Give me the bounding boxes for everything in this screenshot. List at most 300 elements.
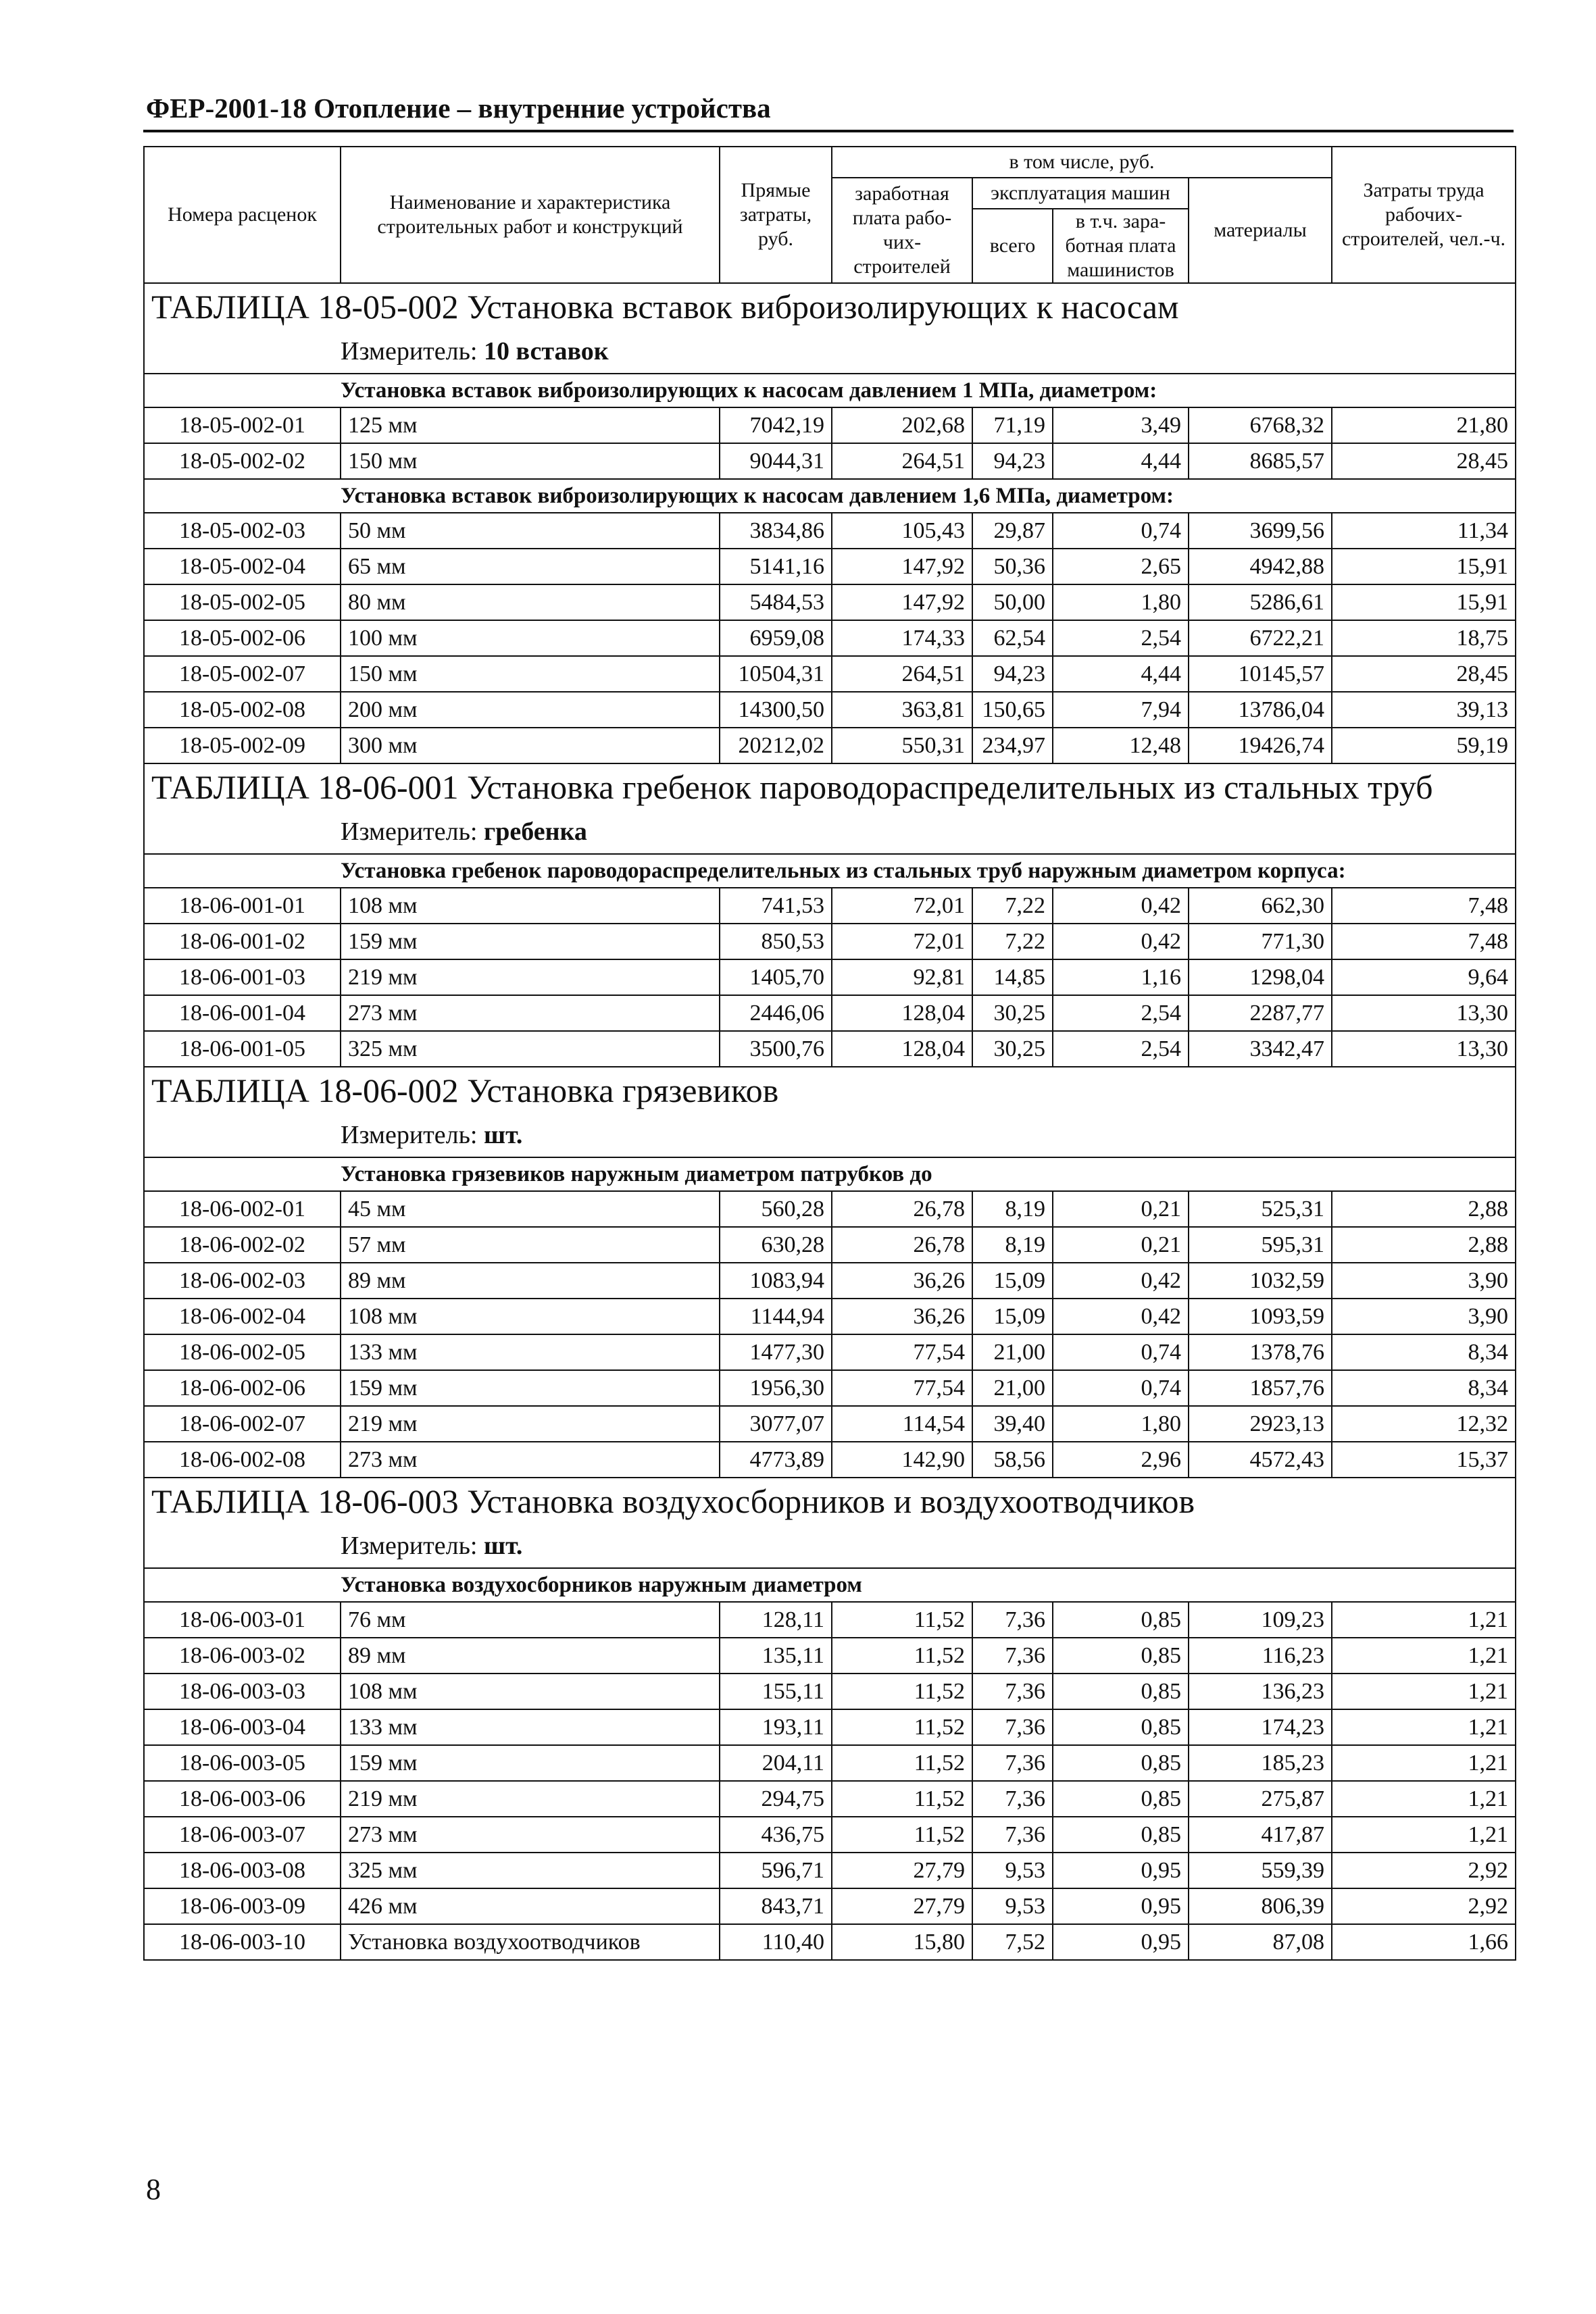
meter [144,1524,1516,1568]
cell-mach-wages: 1,16 [1053,959,1189,995]
meter-value: 10 вставок [484,337,609,366]
table-row [144,1031,1516,1067]
cell-name: 426 мм [341,1888,720,1924]
cell-direct: 20212,02 [720,728,832,763]
table-row [144,656,1516,692]
cell-code: 18-06-003-04 [144,1709,341,1745]
cell-code: 18-06-001-04 [144,995,341,1031]
cell-materials: 185,23 [1189,1745,1332,1781]
cell-wages: 92,81 [832,959,972,995]
cell-mach-total: 29,87 [972,513,1053,549]
cell-code: 18-06-002-03 [144,1263,341,1299]
cell-direct: 1477,30 [720,1334,832,1370]
cell-mach-wages: 0,85 [1053,1602,1189,1638]
table-row [144,513,1516,549]
cell-name: 219 мм [341,1781,720,1817]
cell-code: 18-06-003-08 [144,1853,341,1888]
cell-wages: 11,52 [832,1674,972,1709]
meter-row [144,330,1516,374]
cell-mach-total: 94,23 [972,656,1053,692]
cell-mach-wages: 0,42 [1053,1263,1189,1299]
cell-direct: 128,11 [720,1602,832,1638]
cell-code: 18-06-001-02 [144,924,341,959]
cell-code: 18-06-003-06 [144,1781,341,1817]
table-row [144,1442,1516,1478]
cell-direct: 596,71 [720,1853,832,1888]
cell-code: 18-06-002-06 [144,1370,341,1406]
cell-mach-total: 7,22 [972,924,1053,959]
cell-direct: 5484,53 [720,584,832,620]
cell-direct: 630,28 [720,1227,832,1263]
cell-mach-total: 8,19 [972,1191,1053,1227]
cell-direct: 7042,19 [720,407,832,443]
col-machines-total-header: всего [972,209,1053,283]
cell-mach-wages: 2,54 [1053,1031,1189,1067]
group-heading: Установка вставок виброизолирующих к насосам давлением 1,6 МПа, диаметром: [144,479,1516,513]
cell-name: 125 мм [341,407,720,443]
table-row [144,1191,1516,1227]
table-row [144,549,1516,584]
cell-name: 150 мм [341,443,720,479]
cell-wages: 11,52 [832,1781,972,1817]
cell-mach-wages: 7,94 [1053,692,1189,728]
col-code-header: Номера расценок [144,147,341,283]
cell-wages: 15,80 [832,1924,972,1960]
table-row [144,1602,1516,1638]
table-row [144,1370,1516,1406]
cell-direct: 1956,30 [720,1370,832,1406]
cell-name: 273 мм [341,1442,720,1478]
cell-materials: 13786,04 [1189,692,1332,728]
cell-name: 159 мм [341,924,720,959]
meter-value: шт. [484,1121,523,1149]
table-row [144,1888,1516,1924]
cell-code: 18-06-003-03 [144,1674,341,1709]
price-table [143,146,1516,1961]
cell-labor: 59,19 [1332,728,1516,763]
cell-mach-total: 7,36 [972,1781,1053,1817]
cell-wages: 77,54 [832,1334,972,1370]
cell-labor: 12,32 [1332,1406,1516,1442]
table-row [144,1406,1516,1442]
cell-wages: 147,92 [832,549,972,584]
group-heading-row [144,1157,1516,1191]
cell-mach-wages: 0,85 [1053,1781,1189,1817]
cell-mach-total: 7,36 [972,1709,1053,1745]
table-row [144,888,1516,924]
table-title: ТАБЛИЦА 18-05-002 Установка вставок виброизолирующих к насосам [144,283,1516,330]
cell-labor: 13,30 [1332,1031,1516,1067]
cell-labor: 1,21 [1332,1638,1516,1674]
cell-mach-total: 234,97 [972,728,1053,763]
cell-name: 108 мм [341,1299,720,1334]
col-direct-header: Прямые затраты, руб. [720,147,832,283]
cell-mach-total: 71,19 [972,407,1053,443]
cell-wages: 105,43 [832,513,972,549]
table-row [144,1638,1516,1674]
cell-code: 18-06-003-10 [144,1924,341,1960]
cell-mach-wages: 0,85 [1053,1709,1189,1745]
cell-direct: 1083,94 [720,1263,832,1299]
cell-code: 18-06-003-02 [144,1638,341,1674]
cell-labor: 3,90 [1332,1263,1516,1299]
cell-mach-total: 50,36 [972,549,1053,584]
cell-direct: 155,11 [720,1674,832,1709]
cell-wages: 11,52 [832,1638,972,1674]
group-heading: Установка вставок виброизолирующих к насосам давлением 1 МПа, диаметром: [144,374,1516,407]
cell-labor: 1,21 [1332,1602,1516,1638]
cell-mach-wages: 0,85 [1053,1638,1189,1674]
cell-labor: 1,21 [1332,1709,1516,1745]
cell-mach-wages: 0,74 [1053,1334,1189,1370]
cell-code: 18-06-003-01 [144,1602,341,1638]
cell-wages: 36,26 [832,1299,972,1334]
cell-code: 18-06-002-04 [144,1299,341,1334]
table-row [144,443,1516,479]
cell-mach-total: 21,00 [972,1370,1053,1406]
cell-mach-total: 58,56 [972,1442,1053,1478]
cell-direct: 3077,07 [720,1406,832,1442]
cell-mach-total: 7,22 [972,888,1053,924]
cell-wages: 264,51 [832,656,972,692]
cell-code: 18-06-001-01 [144,888,341,924]
cell-labor: 2,92 [1332,1888,1516,1924]
cell-direct: 193,11 [720,1709,832,1745]
meter-label: Измеритель: [341,818,478,846]
cell-materials: 525,31 [1189,1191,1332,1227]
cell-code: 18-05-002-04 [144,549,341,584]
cell-code: 18-06-002-05 [144,1334,341,1370]
cell-name: 100 мм [341,620,720,656]
cell-wages: 202,68 [832,407,972,443]
cell-labor: 1,66 [1332,1924,1516,1960]
cell-materials: 275,87 [1189,1781,1332,1817]
cell-mach-wages: 0,95 [1053,1853,1189,1888]
cell-mach-wages: 0,85 [1053,1817,1189,1853]
cell-name: 159 мм [341,1370,720,1406]
cell-name: 325 мм [341,1031,720,1067]
cell-mach-wages: 2,96 [1053,1442,1189,1478]
cell-name: 150 мм [341,656,720,692]
cell-code: 18-05-002-07 [144,656,341,692]
cell-materials: 2923,13 [1189,1406,1332,1442]
cell-name: 300 мм [341,728,720,763]
table-body [144,283,1516,1960]
cell-mach-total: 8,19 [972,1227,1053,1263]
cell-materials: 6722,21 [1189,620,1332,656]
group-heading: Установка грязевиков наружным диаметром патрубков до [144,1157,1516,1191]
table-title-row [144,1067,1516,1113]
cell-name: 76 мм [341,1602,720,1638]
table-row [144,924,1516,959]
cell-mach-total: 30,25 [972,1031,1053,1067]
cell-mach-wages: 3,49 [1053,407,1189,443]
cell-name: 108 мм [341,888,720,924]
cell-direct: 1405,70 [720,959,832,995]
cell-mach-wages: 0,85 [1053,1674,1189,1709]
cell-code: 18-06-001-05 [144,1031,341,1067]
cell-wages: 264,51 [832,443,972,479]
cell-direct: 436,75 [720,1817,832,1853]
cell-labor: 39,13 [1332,692,1516,728]
cell-materials: 1857,76 [1189,1370,1332,1406]
cell-labor: 1,21 [1332,1817,1516,1853]
cell-wages: 128,04 [832,995,972,1031]
cell-code: 18-05-002-03 [144,513,341,549]
cell-mach-wages: 2,65 [1053,549,1189,584]
cell-materials: 6768,32 [1189,407,1332,443]
cell-labor: 11,34 [1332,513,1516,549]
table-row [144,728,1516,763]
meter-row [144,1113,1516,1157]
group-heading-row [144,1568,1516,1602]
cell-labor: 2,88 [1332,1191,1516,1227]
cell-wages: 26,78 [832,1227,972,1263]
cell-name: 57 мм [341,1227,720,1263]
cell-mach-wages: 0,42 [1053,888,1189,924]
table-row [144,620,1516,656]
cell-materials: 8685,57 [1189,443,1332,479]
cell-name: 219 мм [341,1406,720,1442]
cell-direct: 5141,16 [720,549,832,584]
cell-mach-wages: 1,80 [1053,1406,1189,1442]
cell-labor: 28,45 [1332,656,1516,692]
cell-labor: 1,21 [1332,1781,1516,1817]
cell-mach-wages: 4,44 [1053,656,1189,692]
cell-code: 18-05-002-09 [144,728,341,763]
cell-wages: 27,79 [832,1888,972,1924]
cell-name: Установка воздухоотводчиков [341,1924,720,1960]
cell-direct: 204,11 [720,1745,832,1781]
cell-materials: 595,31 [1189,1227,1332,1263]
table-row [144,1263,1516,1299]
cell-wages: 11,52 [832,1602,972,1638]
cell-direct: 1144,94 [720,1299,832,1334]
cell-code: 18-05-002-02 [144,443,341,479]
table-row [144,1299,1516,1334]
cell-mach-total: 7,36 [972,1745,1053,1781]
cell-materials: 662,30 [1189,888,1332,924]
cell-code: 18-05-002-08 [144,692,341,728]
cell-materials: 1032,59 [1189,1263,1332,1299]
cell-wages: 11,52 [832,1709,972,1745]
meter [144,810,1516,854]
cell-mach-wages: 0,21 [1053,1227,1189,1263]
cell-direct: 850,53 [720,924,832,959]
cell-code: 18-06-003-05 [144,1745,341,1781]
cell-mach-total: 7,36 [972,1602,1053,1638]
cell-name: 133 мм [341,1709,720,1745]
cell-mach-total: 94,23 [972,443,1053,479]
cell-mach-wages: 0,21 [1053,1191,1189,1227]
cell-wages: 36,26 [832,1263,972,1299]
cell-materials: 109,23 [1189,1602,1332,1638]
cell-materials: 116,23 [1189,1638,1332,1674]
cell-wages: 27,79 [832,1853,972,1888]
table-row [144,692,1516,728]
cell-labor: 1,21 [1332,1674,1516,1709]
cell-mach-total: 15,09 [972,1263,1053,1299]
cell-code: 18-05-002-05 [144,584,341,620]
cell-mach-wages: 0,95 [1053,1888,1189,1924]
cell-materials: 3342,47 [1189,1031,1332,1067]
cell-code: 18-06-003-07 [144,1817,341,1853]
cell-materials: 771,30 [1189,924,1332,959]
cell-name: 325 мм [341,1853,720,1888]
cell-materials: 87,08 [1189,1924,1332,1960]
cell-code: 18-06-001-03 [144,959,341,995]
group-heading: Установка воздухосборников наружным диаметром [144,1568,1516,1602]
cell-direct: 10504,31 [720,656,832,692]
table-title: ТАБЛИЦА 18-06-002 Установка грязевиков [144,1067,1516,1113]
meter [144,330,1516,374]
cell-labor: 21,80 [1332,407,1516,443]
cell-mach-total: 7,52 [972,1924,1053,1960]
cell-direct: 3500,76 [720,1031,832,1067]
cell-name: 159 мм [341,1745,720,1781]
cell-materials: 3699,56 [1189,513,1332,549]
col-labor-header: Затраты труда рабочих-строителей, чел.-ч. [1332,147,1516,283]
cell-materials: 174,23 [1189,1709,1332,1745]
cell-code: 18-06-003-09 [144,1888,341,1924]
table-row [144,1817,1516,1853]
cell-name: 200 мм [341,692,720,728]
cell-code: 18-05-002-01 [144,407,341,443]
cell-mach-total: 30,25 [972,995,1053,1031]
cell-materials: 417,87 [1189,1817,1332,1853]
cell-mach-wages: 0,42 [1053,1299,1189,1334]
cell-mach-total: 7,36 [972,1674,1053,1709]
col-machines-wages-header: в т.ч. зара-ботная плата машинистов [1053,209,1189,283]
cell-labor: 2,88 [1332,1227,1516,1263]
cell-direct: 560,28 [720,1191,832,1227]
meter-row [144,810,1516,854]
cell-wages: 550,31 [832,728,972,763]
meter-value: гребенка [484,818,587,846]
cell-name: 89 мм [341,1638,720,1674]
cell-wages: 174,33 [832,620,972,656]
cell-labor: 7,48 [1332,888,1516,924]
cell-mach-wages: 2,54 [1053,995,1189,1031]
cell-labor: 9,64 [1332,959,1516,995]
col-materials-header: материалы [1189,178,1332,283]
cell-name: 273 мм [341,995,720,1031]
cell-direct: 14300,50 [720,692,832,728]
cell-name: 219 мм [341,959,720,995]
cell-mach-total: 7,36 [972,1817,1053,1853]
cell-wages: 72,01 [832,888,972,924]
table-header [144,147,1516,283]
header-rule [143,130,1514,132]
meter-row [144,1524,1516,1568]
group-heading-row [144,854,1516,888]
table-row [144,407,1516,443]
cell-mach-total: 150,65 [972,692,1053,728]
cell-direct: 741,53 [720,888,832,924]
cell-name: 108 мм [341,1674,720,1709]
cell-mach-wages: 2,54 [1053,620,1189,656]
cell-wages: 114,54 [832,1406,972,1442]
cell-name: 45 мм [341,1191,720,1227]
cell-labor: 15,37 [1332,1442,1516,1478]
running-title: ФЕР-2001-18 Отопление – внутренние устройства [146,93,771,124]
cell-labor: 2,92 [1332,1853,1516,1888]
table-row [144,1334,1516,1370]
cell-direct: 9044,31 [720,443,832,479]
table-row [144,1709,1516,1745]
cell-mach-wages: 12,48 [1053,728,1189,763]
cell-code: 18-06-002-08 [144,1442,341,1478]
cell-mach-wages: 4,44 [1053,443,1189,479]
cell-mach-total: 9,53 [972,1888,1053,1924]
cell-mach-wages: 0,42 [1053,924,1189,959]
cell-mach-total: 21,00 [972,1334,1053,1370]
table-row [144,1674,1516,1709]
cell-mach-total: 7,36 [972,1638,1053,1674]
cell-mach-total: 14,85 [972,959,1053,995]
col-machines-header: эксплуатация машин [972,178,1189,209]
cell-materials: 1378,76 [1189,1334,1332,1370]
cell-materials: 4942,88 [1189,549,1332,584]
group-heading-row [144,479,1516,513]
cell-labor: 15,91 [1332,584,1516,620]
cell-wages: 11,52 [832,1745,972,1781]
cell-labor: 3,90 [1332,1299,1516,1334]
cell-wages: 147,92 [832,584,972,620]
cell-wages: 142,90 [832,1442,972,1478]
col-name-header: Наименование и характеристика строительных работ и конструкций [341,147,720,283]
cell-code: 18-06-002-07 [144,1406,341,1442]
cell-mach-total: 9,53 [972,1853,1053,1888]
cell-materials: 559,39 [1189,1853,1332,1888]
page-number: 8 [146,2173,161,2206]
cell-labor: 18,75 [1332,620,1516,656]
table-row [144,584,1516,620]
cell-wages: 77,54 [832,1370,972,1406]
group-heading-row [144,374,1516,407]
cell-materials: 4572,43 [1189,1442,1332,1478]
table-row [144,1853,1516,1888]
table-row [144,959,1516,995]
cell-materials: 806,39 [1189,1888,1332,1924]
cell-mach-total: 62,54 [972,620,1053,656]
table-row [144,1745,1516,1781]
table-title: ТАБЛИЦА 18-06-003 Установка воздухосборников и воздухоотводчиков [144,1478,1516,1524]
table-title: ТАБЛИЦА 18-06-001 Установка гребенок пароводораспределительных из стальных труб [144,763,1516,810]
col-including-header: в том числе, руб. [832,147,1332,178]
cell-materials: 2287,77 [1189,995,1332,1031]
group-heading: Установка гребенок пароводораспределительных из стальных труб наружным диаметром корпуса: [144,854,1516,888]
cell-labor: 8,34 [1332,1370,1516,1406]
meter-label: Измеритель: [341,1121,478,1149]
cell-labor: 13,30 [1332,995,1516,1031]
meter-value: шт. [484,1532,523,1560]
cell-wages: 363,81 [832,692,972,728]
cell-wages: 72,01 [832,924,972,959]
cell-materials: 19426,74 [1189,728,1332,763]
cell-direct: 6959,08 [720,620,832,656]
cell-mach-total: 50,00 [972,584,1053,620]
cell-code: 18-06-002-01 [144,1191,341,1227]
cell-labor: 1,21 [1332,1745,1516,1781]
cell-mach-wages: 0,85 [1053,1745,1189,1781]
table-row [144,1924,1516,1960]
cell-labor: 7,48 [1332,924,1516,959]
cell-mach-total: 39,40 [972,1406,1053,1442]
cell-name: 50 мм [341,513,720,549]
cell-wages: 26,78 [832,1191,972,1227]
cell-materials: 5286,61 [1189,584,1332,620]
